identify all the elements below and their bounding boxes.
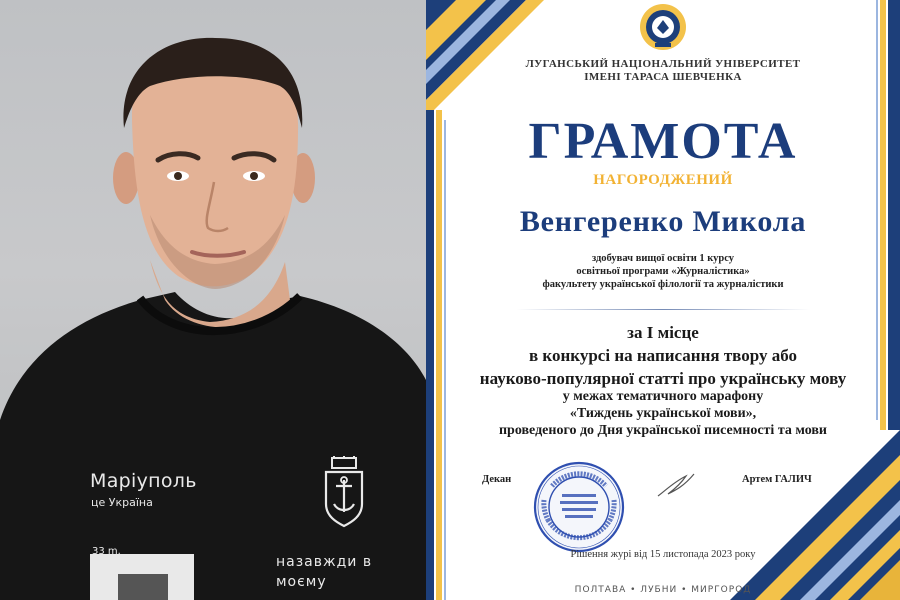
certificate: [426, 0, 900, 600]
shirt-slogan-text: назавжди в моєму: [276, 554, 373, 590]
university-name-line1: ЛУГАНСЬКИЙ НАЦІОНАЛЬНИЙ УНІВЕРСИТЕТ: [525, 58, 801, 70]
university-name-line2: ІМЕНІ ТАРАСА ШЕВЧЕНКА: [584, 71, 742, 83]
recipient-status-line: факультету української філології та журналістики: [542, 279, 784, 290]
signer-name: Артем ГАЛИЧ: [742, 474, 812, 485]
award-reason-line: проведеного до Дня української писемності та мови: [498, 423, 827, 438]
award-reason-line: у межах тематичного марафону: [562, 389, 764, 404]
certificate-border-decoration: [426, 0, 900, 600]
awarded-label: НАГОРОДЖЕНИЙ: [593, 172, 733, 188]
recipient-name: Венгеренко Микола: [519, 205, 807, 238]
certificate-title: ГРАМОТА: [528, 113, 798, 170]
award-reason-line: в конкурсі на написання твору або: [529, 346, 797, 365]
recipient-status-line: здобувач вищої освіти 1 курсу: [591, 253, 735, 264]
award-reason-line: науково-популярної статті про українську мову: [479, 369, 847, 388]
award-reason-line: «Тиждень української мови»,: [569, 406, 757, 421]
award-reason-line: за І місце: [627, 323, 699, 342]
official-stamp-icon: [532, 460, 626, 554]
jury-decision-text: Рішення журі від 15 листопада 2023 року: [570, 549, 756, 560]
dean-label: Декан: [482, 474, 512, 485]
portrait-photo: [0, 0, 426, 600]
university-emblem-icon: [638, 2, 688, 52]
recipient-status-line: освітньої програми «Журналістика»: [576, 266, 750, 277]
divider: [516, 309, 810, 310]
shirt-city-text: Маріуполь: [90, 470, 197, 492]
mariupol-coat-of-arms-icon: [322, 456, 366, 528]
shirt-number-text: 33 m.: [92, 546, 121, 557]
shirt-subtitle-text: це Україна: [91, 496, 153, 509]
footer-cities: ПОЛТАВА • ЛУБНИ • МИРГОРОД: [574, 585, 752, 595]
signature-icon: [656, 470, 696, 500]
